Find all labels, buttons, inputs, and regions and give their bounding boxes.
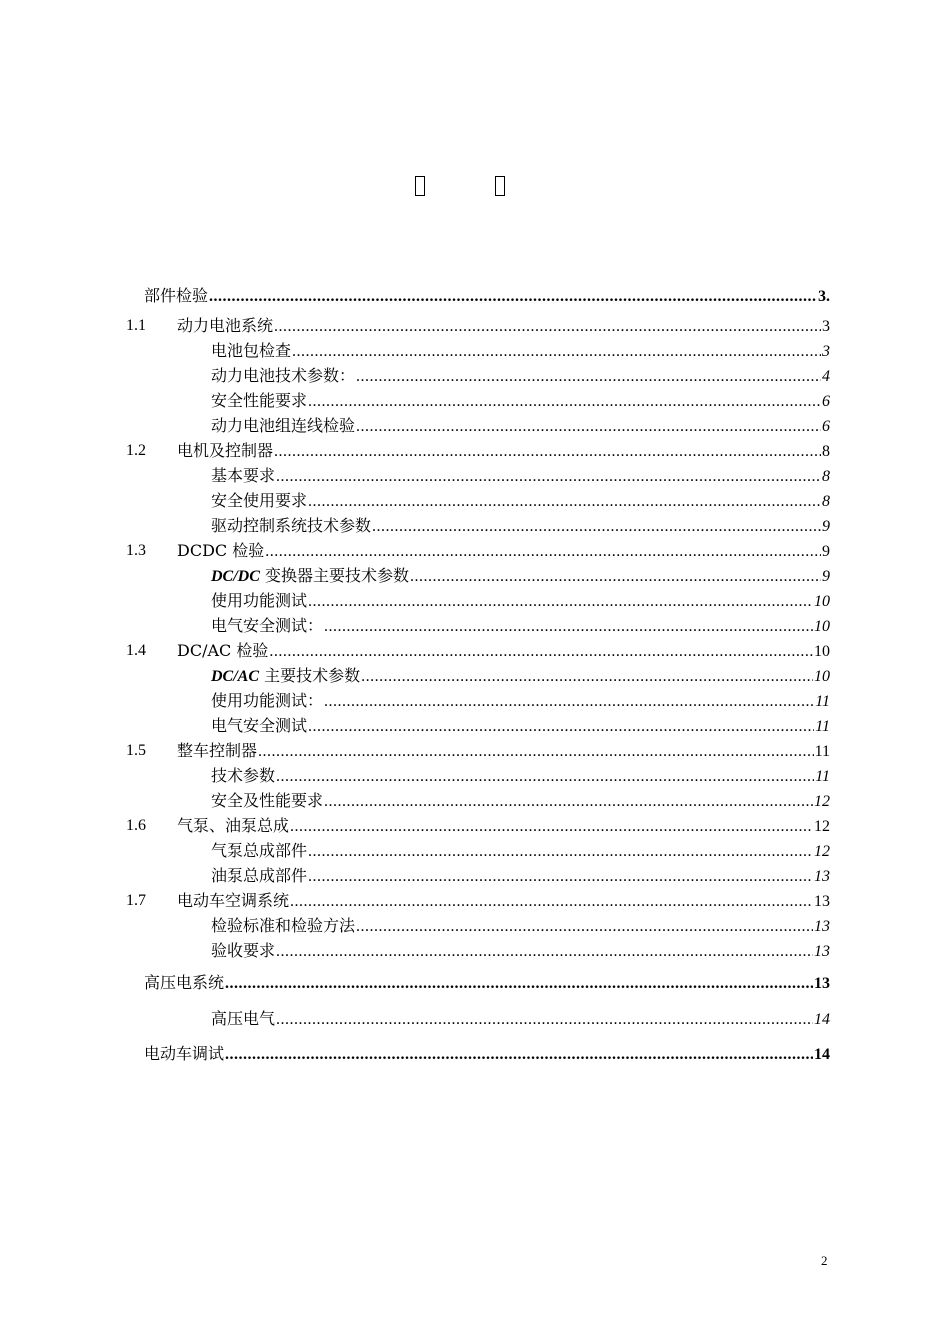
- toc-entry-number: 1.1: [126, 317, 146, 334]
- toc-entry-title: [211, 689, 324, 713]
- toc-entry[interactable]: [0, 739, 950, 763]
- toc-entry-title: [211, 414, 356, 438]
- toc-entry[interactable]: [0, 364, 950, 388]
- toc-entry-title-text: 主要技术参数: [259, 666, 361, 685]
- toc-entry-number: 1.3: [126, 542, 146, 559]
- toc-entry-title-text: 电气安全测试: [211, 716, 308, 735]
- toc-entry-title: [177, 639, 269, 663]
- page-number: 2: [821, 1253, 828, 1268]
- toc-entry-title-text: 安全及性能要求: [211, 791, 324, 810]
- toc-entry-title-text: 电气安全测试：: [211, 616, 324, 635]
- toc-entry-page: 14: [814, 1046, 830, 1063]
- toc-entry-title-prefix: DC/DC: [211, 568, 260, 585]
- toc-entry-title: [144, 284, 209, 308]
- toc-entry[interactable]: [0, 664, 950, 688]
- toc-entry-title: [177, 814, 290, 838]
- toc-entry-title-text: 高压电系统: [144, 973, 225, 992]
- toc-entry-page: 3.: [818, 288, 830, 305]
- toc-entry-page: 13: [814, 918, 830, 935]
- toc-entry-number: 1.6: [126, 817, 146, 834]
- toc-entry[interactable]: [0, 939, 950, 963]
- toc-entry-title: [211, 464, 276, 488]
- toc-entry-title: [211, 864, 308, 888]
- toc-entry-title: [211, 389, 308, 413]
- toc-entry-page: 13: [814, 975, 830, 992]
- toc-entry-page: 6: [822, 418, 830, 435]
- toc-entry-title-text: 使用功能测试：: [211, 691, 324, 710]
- toc-entry[interactable]: [0, 639, 950, 663]
- toc-entry-page: 13: [814, 868, 830, 885]
- toc-entry-title-text: 基本要求: [211, 466, 276, 485]
- toc-entry-page: 12: [814, 818, 830, 835]
- toc-entry-title: [177, 439, 274, 463]
- toc-entry-page: 9: [822, 518, 830, 535]
- toc-entry-page: 6: [822, 393, 830, 410]
- toc-entry[interactable]: [0, 689, 950, 713]
- toc-entry-title: [211, 589, 308, 613]
- toc-entry-number: 1.7: [126, 892, 146, 909]
- toc-dot-leader: [410, 565, 821, 589]
- toc-entry[interactable]: [0, 839, 950, 863]
- toc-dot-leader: [308, 390, 821, 414]
- toc-entry-page: 10: [814, 643, 830, 660]
- toc-dot-leader: [276, 465, 821, 489]
- toc-entry-title: [211, 339, 292, 363]
- toc-dot-leader: [290, 890, 813, 914]
- toc-dot-leader: [308, 490, 821, 514]
- toc-entry-page: 8: [822, 443, 830, 460]
- toc-dot-leader: [274, 440, 821, 464]
- toc-entry-title-text: 部件检验: [144, 286, 209, 305]
- toc-dot-leader: [292, 340, 821, 364]
- toc-dot-leader: [269, 640, 813, 664]
- toc-entry[interactable]: [0, 539, 950, 563]
- toc-entry-page: 11: [815, 718, 830, 735]
- toc-entry-title-prefix: DC/AC: [211, 668, 260, 685]
- toc-dot-leader: [209, 285, 817, 309]
- toc-dot-leader: [308, 865, 813, 889]
- toc-dot-leader: [274, 315, 821, 339]
- toc-entry-title-text: 电池包检查: [211, 341, 292, 360]
- toc-entry[interactable]: [0, 789, 950, 813]
- toc-dot-leader: [265, 540, 821, 564]
- toc-entry-title: [211, 714, 308, 738]
- toc-entry-title: [177, 739, 258, 763]
- toc-entry-title-text: 动力电池组连线检验: [211, 416, 356, 435]
- toc-entry[interactable]: [0, 339, 950, 363]
- toc-entry-page: 8: [822, 468, 830, 485]
- toc-entry-page: 3: [822, 343, 830, 360]
- toc-entry[interactable]: [0, 971, 950, 995]
- toc-entry-number: 1.4: [126, 642, 146, 659]
- toc-entry[interactable]: [0, 414, 950, 438]
- toc-entry-title: [177, 314, 274, 338]
- toc-entry[interactable]: [0, 589, 950, 613]
- toc-dot-leader: [276, 765, 814, 789]
- toc-entry-title-text: 技术参数: [211, 766, 276, 785]
- toc-dot-leader: [276, 1008, 813, 1032]
- toc-entry-title-text: 高压电气: [211, 1009, 276, 1028]
- toc-entry-title-text: DC/AC 检验: [177, 641, 269, 660]
- toc-dot-leader: [361, 665, 813, 689]
- title-glyph-2: [495, 176, 505, 196]
- toc-entry-title: [211, 1007, 276, 1031]
- toc-dot-leader: [324, 690, 814, 714]
- toc-dot-leader: [356, 365, 821, 389]
- toc-entry[interactable]: [0, 464, 950, 488]
- toc-dot-leader: [324, 615, 813, 639]
- toc-entry-title: [211, 664, 361, 689]
- toc-entry[interactable]: [0, 1042, 950, 1066]
- toc-entry[interactable]: [0, 284, 950, 308]
- toc-entry-page: 14: [814, 1011, 830, 1028]
- toc-dot-leader: [308, 590, 813, 614]
- toc-dot-leader: [258, 740, 814, 764]
- toc-entry-title: [177, 539, 265, 563]
- toc-entry[interactable]: [0, 889, 950, 913]
- toc-entry-title-text: 电动车调试: [144, 1044, 225, 1063]
- toc-entry-page: 10: [814, 593, 830, 610]
- toc-entry[interactable]: [0, 1007, 950, 1031]
- toc-entry-page: 9: [822, 568, 830, 585]
- toc-entry[interactable]: [0, 614, 950, 638]
- toc-entry-number: 1.2: [126, 442, 146, 459]
- toc-entry-page: 10: [814, 618, 830, 635]
- toc-entry-page: 10: [814, 668, 830, 685]
- toc-entry-title-text: 安全性能要求: [211, 391, 308, 410]
- toc-entry-page: 13: [814, 893, 830, 910]
- title-glyph-1: [415, 176, 425, 196]
- toc-entry-page: 4: [822, 368, 830, 385]
- toc-entry[interactable]: [0, 564, 950, 588]
- toc-entry-title-text: 安全使用要求: [211, 491, 308, 510]
- toc-entry-title-text: 油泵总成部件: [211, 866, 308, 885]
- toc-entry[interactable]: [0, 489, 950, 513]
- toc-entry[interactable]: [0, 714, 950, 738]
- toc-entry-page: 8: [822, 493, 830, 510]
- toc-entry-page: 11: [815, 768, 830, 785]
- toc-entry-title-text: 驱动控制系统技术参数: [211, 516, 372, 535]
- toc-entry-page: 9: [822, 543, 830, 560]
- toc-entry-page: 12: [814, 793, 830, 810]
- toc-entry-title: [211, 914, 356, 938]
- toc-entry[interactable]: [0, 914, 950, 938]
- toc-entry-title-text: 电动车空调系统: [177, 891, 290, 910]
- toc-entry-page: 11: [814, 743, 830, 760]
- toc-entry-page: 13: [814, 943, 830, 960]
- toc-dot-leader: [276, 940, 813, 964]
- page-title: [0, 176, 920, 196]
- toc-dot-leader: [308, 840, 813, 864]
- toc-entry[interactable]: [0, 814, 950, 838]
- toc-entry-title: [211, 564, 410, 589]
- toc-dot-leader: [290, 815, 813, 839]
- toc-entry-title-text: DCDC 检验: [177, 541, 265, 560]
- toc-entry-title-text: 电机及控制器: [177, 441, 274, 460]
- toc-entry[interactable]: [0, 389, 950, 413]
- toc-entry-title: [211, 764, 276, 788]
- toc-entry-page: 12: [814, 843, 830, 860]
- toc-dot-leader: [324, 790, 813, 814]
- toc-entry-title-text: 气泵总成部件: [211, 841, 308, 860]
- toc-entry-title-text: 变换器主要技术参数: [259, 566, 409, 585]
- toc-entry-title: [211, 614, 324, 638]
- toc-entry[interactable]: [0, 764, 950, 788]
- toc-entry[interactable]: [0, 314, 950, 338]
- toc-entry-title-text: 验收要求: [211, 941, 276, 960]
- toc-entry-title: [211, 489, 308, 513]
- toc-entry[interactable]: [0, 864, 950, 888]
- toc-dot-leader: [356, 415, 821, 439]
- toc-entry-title-text: 气泵、油泵总成: [177, 816, 290, 835]
- toc-dot-leader: [308, 715, 814, 739]
- toc-dot-leader: [356, 915, 813, 939]
- toc-entry-title: [211, 789, 324, 813]
- toc-entry-page: 3: [822, 318, 830, 335]
- toc-entry-title: [211, 364, 356, 388]
- toc-entry-title: [177, 889, 290, 913]
- toc-dot-leader: [372, 515, 821, 539]
- toc-dot-leader: [225, 1043, 813, 1067]
- toc-entry-title-text: 整车控制器: [177, 741, 258, 760]
- toc-entry-title: [144, 971, 225, 995]
- toc-entry-title-text: 动力电池技术参数：: [211, 366, 356, 385]
- toc-entry-title-text: 使用功能测试: [211, 591, 308, 610]
- toc-entry[interactable]: [0, 439, 950, 463]
- toc-entry-title: [211, 514, 372, 538]
- toc-entry-page: 11: [815, 693, 830, 710]
- toc-entry-title: [144, 1042, 225, 1066]
- toc-entry[interactable]: [0, 514, 950, 538]
- toc-entry-title: [211, 939, 276, 963]
- toc-entry-title-text: 检验标准和检验方法: [211, 916, 356, 935]
- toc-entry-title-text: 动力电池系统: [177, 316, 274, 335]
- toc-dot-leader: [225, 972, 813, 996]
- toc-entry-number: 1.5: [126, 742, 146, 759]
- toc-entry-title: [211, 839, 308, 863]
